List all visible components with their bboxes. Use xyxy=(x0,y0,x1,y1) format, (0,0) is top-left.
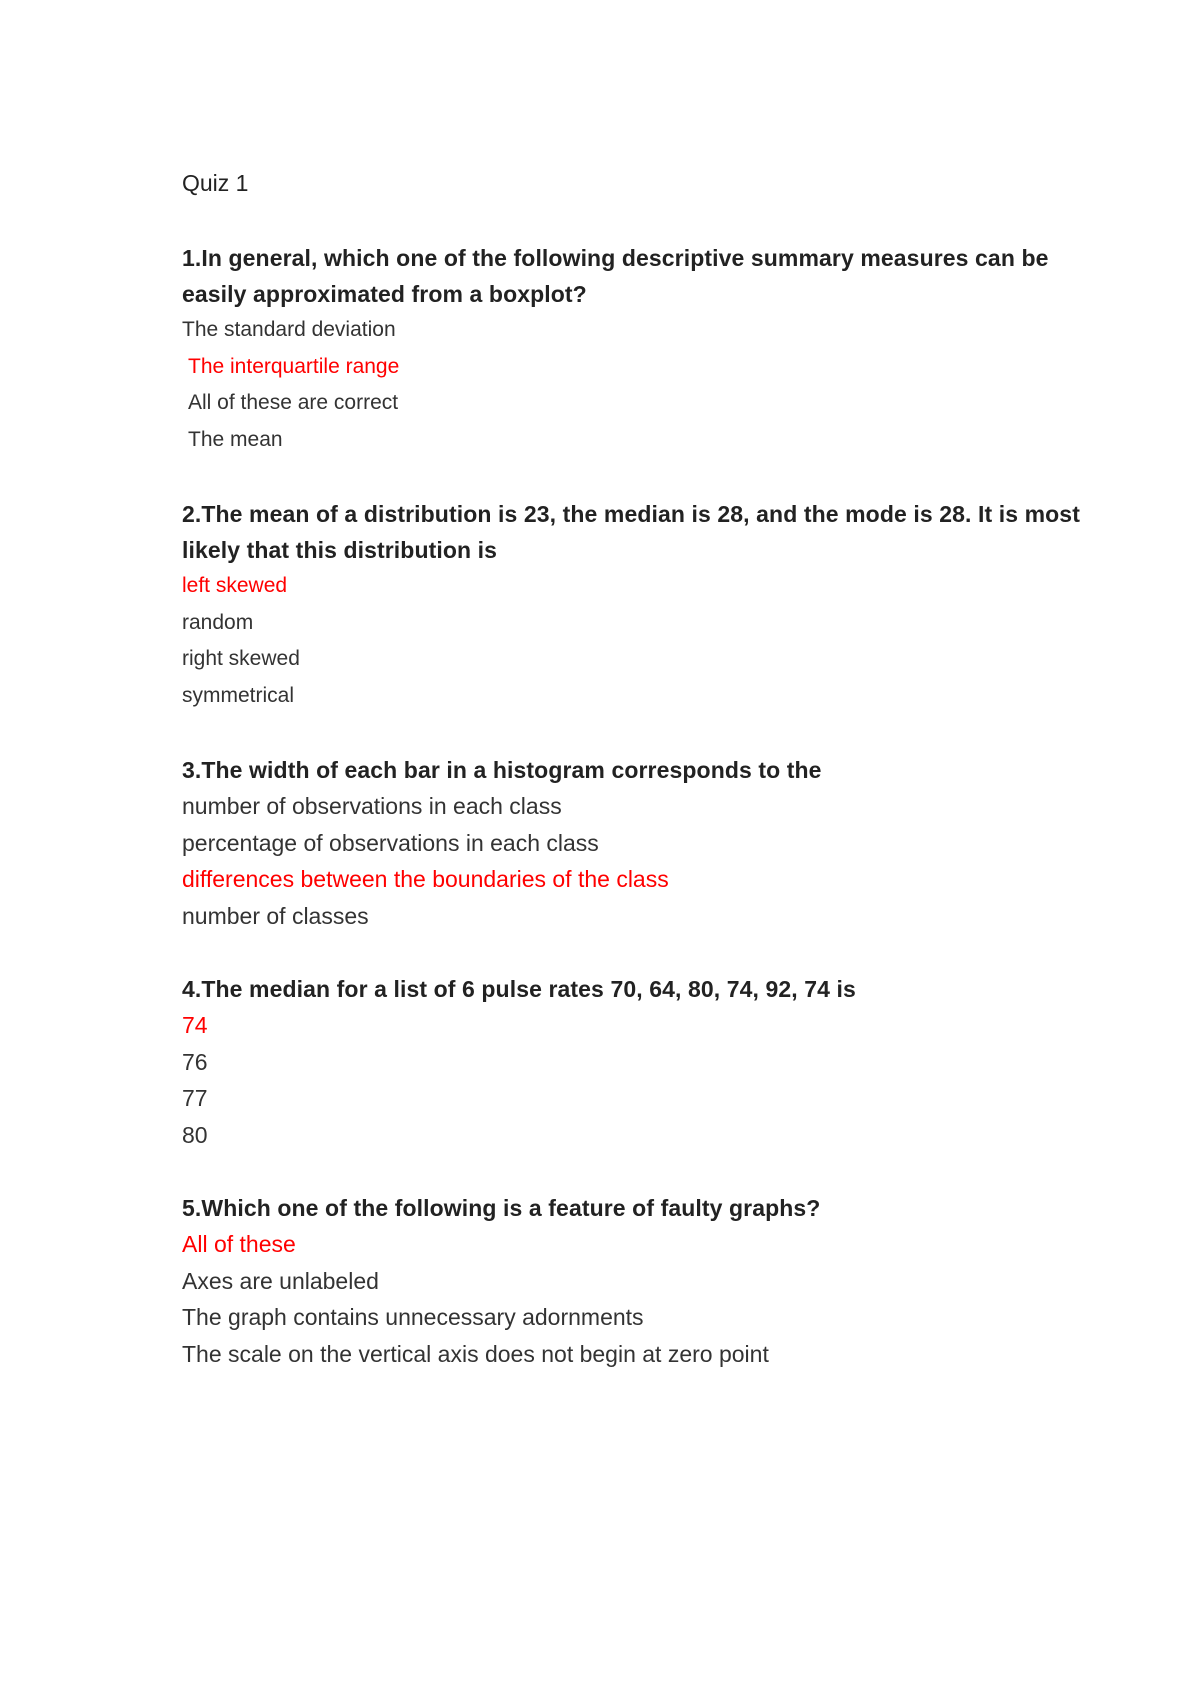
option-item: percentage of observations in each class xyxy=(182,829,599,856)
options-list xyxy=(182,1007,1082,1153)
option-item: 80 xyxy=(182,1121,208,1148)
option-item: The scale on the vertical axis does not begin at zero point xyxy=(182,1340,769,1367)
question-text: 5.Which one of the following is a feature of faulty graphs? xyxy=(182,1195,821,1221)
option-item: All of these are correct xyxy=(188,391,399,414)
option-item: random xyxy=(182,610,254,634)
option-item: The standard deviation xyxy=(182,318,396,341)
option-item-correct: 74 xyxy=(182,1012,208,1038)
option-item-correct: The interquartile range xyxy=(188,354,400,378)
options-list xyxy=(182,788,1082,934)
question-text: 1.In general, which one of the following descriptive summary measures can be easily approximated from a boxplot? xyxy=(182,245,1049,307)
question-1 xyxy=(182,240,1082,458)
option-item: 76 xyxy=(182,1048,208,1075)
question-5 xyxy=(182,1190,1082,1372)
option-item: number of classes xyxy=(182,902,369,929)
option-item: symmetrical xyxy=(182,683,295,707)
question-text: 2.The mean of a distribution is 23, the median is 28, and the mode is 28. It is most likely that this distribution is xyxy=(182,501,1080,563)
option-item: number of observations in each class xyxy=(182,793,562,819)
option-item-correct: differences between the boundaries of the class xyxy=(182,866,669,892)
option-item: 77 xyxy=(182,1085,208,1111)
option-item: The mean xyxy=(188,427,283,451)
options-list xyxy=(182,312,1082,458)
question-3 xyxy=(182,752,1082,934)
option-item: Axes are unlabeled xyxy=(182,1267,379,1294)
options-list xyxy=(182,1226,1082,1372)
options-list xyxy=(182,568,1082,714)
page-title: Quiz 1 xyxy=(182,170,249,196)
option-item-correct: left skewed xyxy=(182,574,288,597)
question-text: 4.The median for a list of 6 pulse rates 70, 64, 80, 74, 92, 74 is xyxy=(182,976,856,1002)
question-text: 3.The width of each bar in a histogram corresponds to the xyxy=(182,757,822,783)
option-item: right skewed xyxy=(182,647,300,670)
question-4 xyxy=(182,971,1082,1153)
option-item: The graph contains unnecessary adornments xyxy=(182,1304,644,1330)
option-item-correct: All of these xyxy=(182,1231,296,1257)
question-2 xyxy=(182,496,1082,714)
